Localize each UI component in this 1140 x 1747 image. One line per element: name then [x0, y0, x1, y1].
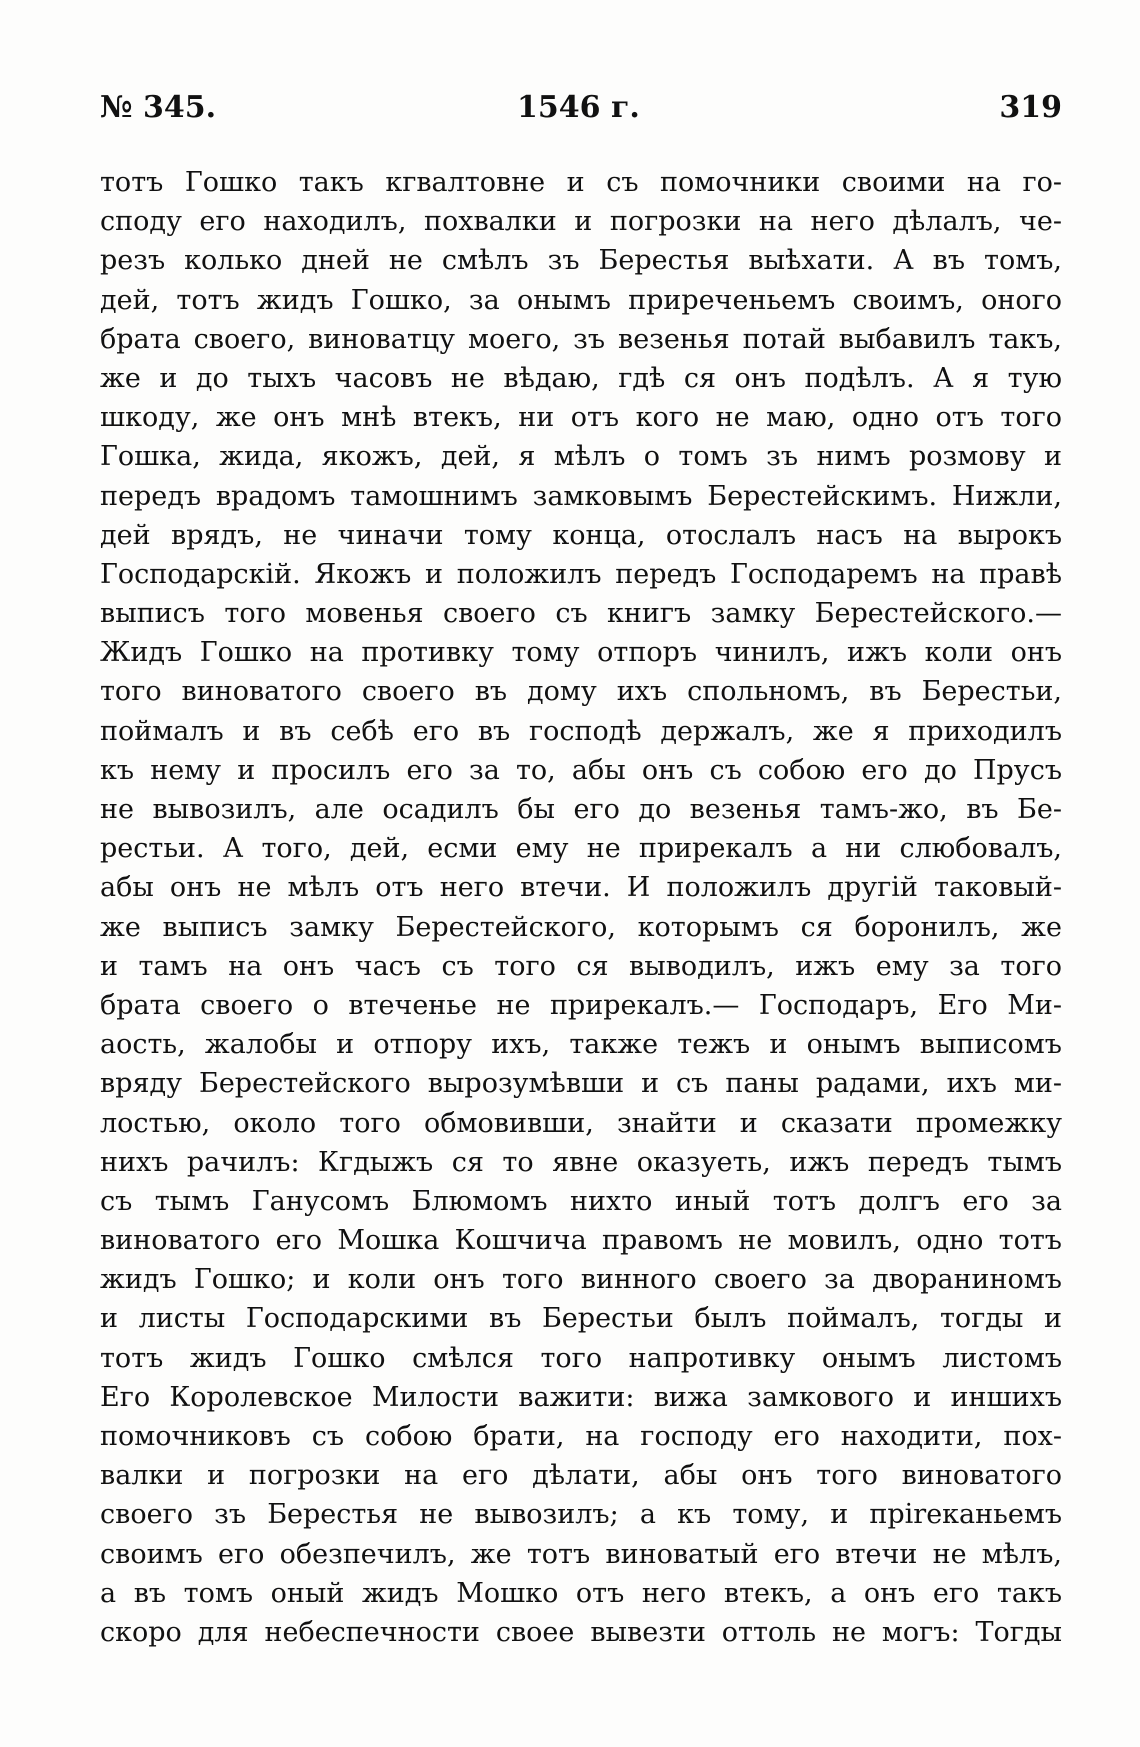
text-line: съ тымъ Ганусомъ Блюмомъ нихто иный тотъ долгъ его за: [100, 1185, 1062, 1217]
text-line: жидъ Гошко; и коли онъ того винного своего за двораниномъ: [100, 1264, 1062, 1296]
text-line: нихъ рачилъ: Кгдыжъ ся то явне оказуеть, ижъ передъ тымъ: [100, 1146, 1062, 1178]
text-line: же и до тыхъ часовъ не вѣдаю, гдѣ ся онъ подѣлъ. А я тую: [100, 362, 1062, 394]
text-line: споду его находилъ, похвалки и погрозки на него дѣлалъ, че-: [100, 206, 1062, 238]
text-line: резъ колько дней не смѣлъ зъ Берестья выѣхати. А въ томъ,: [100, 245, 1062, 277]
text-line: и листы Господарскими въ Берестьи былъ поймалъ, тогды и: [100, 1303, 1062, 1335]
text-line: своего зъ Берестья не вывозилъ; а къ тому, и прireканьемъ: [100, 1499, 1062, 1531]
text-line: къ нему и просилъ его за то, абы онъ съ собою его до Прусъ: [100, 754, 1062, 786]
text-line: Жидъ Гошко на противку тому отпоръ чинилъ, ижъ коли онъ: [100, 637, 1062, 669]
text-line: выписъ того мовенья своего съ книгъ замку Берестейского.—: [100, 598, 1062, 630]
page-header: [100, 86, 1062, 130]
text-line: поймалъ и въ себѣ его въ господѣ держалъ, же я приходилъ: [100, 715, 1062, 747]
text-line: брата своего, виноватцу моего, зъ везенья потай выбавилъ такъ,: [100, 323, 1062, 355]
text-line: того виноватого своего въ дому ихъ спольномъ, въ Берестьи,: [100, 676, 1062, 708]
text-line: вряду Берестейского вырозумѣвши и съ паны радами, ихъ ми-: [100, 1068, 1062, 1100]
text-line: лостью, около того обмовивши, знайти и сказати промежку: [100, 1107, 1062, 1139]
text-line: валки и погрозки на его дѣлати, абы онъ того виноватого: [100, 1460, 1062, 1492]
text-line: тотъ жидъ Гошко смѣлся того напротивку онымъ листомъ: [100, 1342, 1062, 1374]
text-line: виноватого его Мошка Кошчича правомъ не мовилъ, одно тотъ: [100, 1225, 1062, 1257]
page-number: 319: [999, 90, 1062, 125]
text-line: своимъ его обезпечилъ, же тотъ виноватый его втечи не мѣлъ,: [100, 1538, 1062, 1570]
text-line: и тамъ на онъ часъ съ того ся выводилъ, ижъ ему за того: [100, 950, 1062, 982]
text-line: а въ томъ оный жидъ Мошко отъ него втекъ, а онъ его такъ: [100, 1577, 1062, 1609]
text-line: Его Королевское Милости важити: вижа замкового и иншихъ: [100, 1381, 1062, 1413]
text-line: помочниковъ съ собою брати, на господу его находити, пох-: [100, 1421, 1062, 1452]
text-line: не вывозилъ, але осадилъ бы его до везенья тамъ-жо, въ Бе-: [100, 794, 1062, 825]
text-line: аость, жалобы и отпору ихъ, также тежъ и онымъ выписомъ: [100, 1029, 1062, 1061]
text-line: передъ врадомъ тамошнимъ замковымъ Берестейскимъ. Нижли,: [100, 480, 1062, 512]
document-year: 1546 г.: [517, 90, 640, 125]
text-line: скоро для небеспечности своее вывезти оттоль не могъ: Тогды: [100, 1616, 1062, 1648]
text-line: шкоду, же онъ мнѣ втекъ, ни отъ кого не маю, одно отъ того: [100, 402, 1062, 434]
text-line: брата своего о втеченье не прирекалъ.— Господаръ, Его Ми-: [100, 989, 1062, 1021]
text-line: Господарскій. Якожъ и положилъ передъ Господаремъ на правѣ: [100, 558, 1062, 590]
text-line: же выписъ замку Берестейского, которымъ ся боронилъ, же: [100, 911, 1062, 943]
text-line: абы онъ не мѣлъ отъ него втечи. И положилъ другій таковый-: [100, 872, 1062, 904]
text-line: дей, тотъ жидъ Гошко, за онымъ приреченьемъ своимъ, оного: [100, 284, 1062, 316]
document-number: № 345.: [100, 90, 217, 125]
text-line: дей врядъ, не чиначи тому конца, отослалъ насъ на вырокъ: [100, 519, 1062, 551]
text-line: Гошка, жида, якожъ, дей, я мѣлъ о томъ зъ нимъ розмову и: [100, 441, 1062, 473]
text-line: рестьи. А того, дей, есми ему не прирекалъ а ни слюбовалъ,: [100, 833, 1062, 865]
body-text: [100, 163, 1062, 1652]
text-line: тотъ Гошко такъ кгвалтовне и съ помочники своими на го-: [100, 167, 1062, 198]
